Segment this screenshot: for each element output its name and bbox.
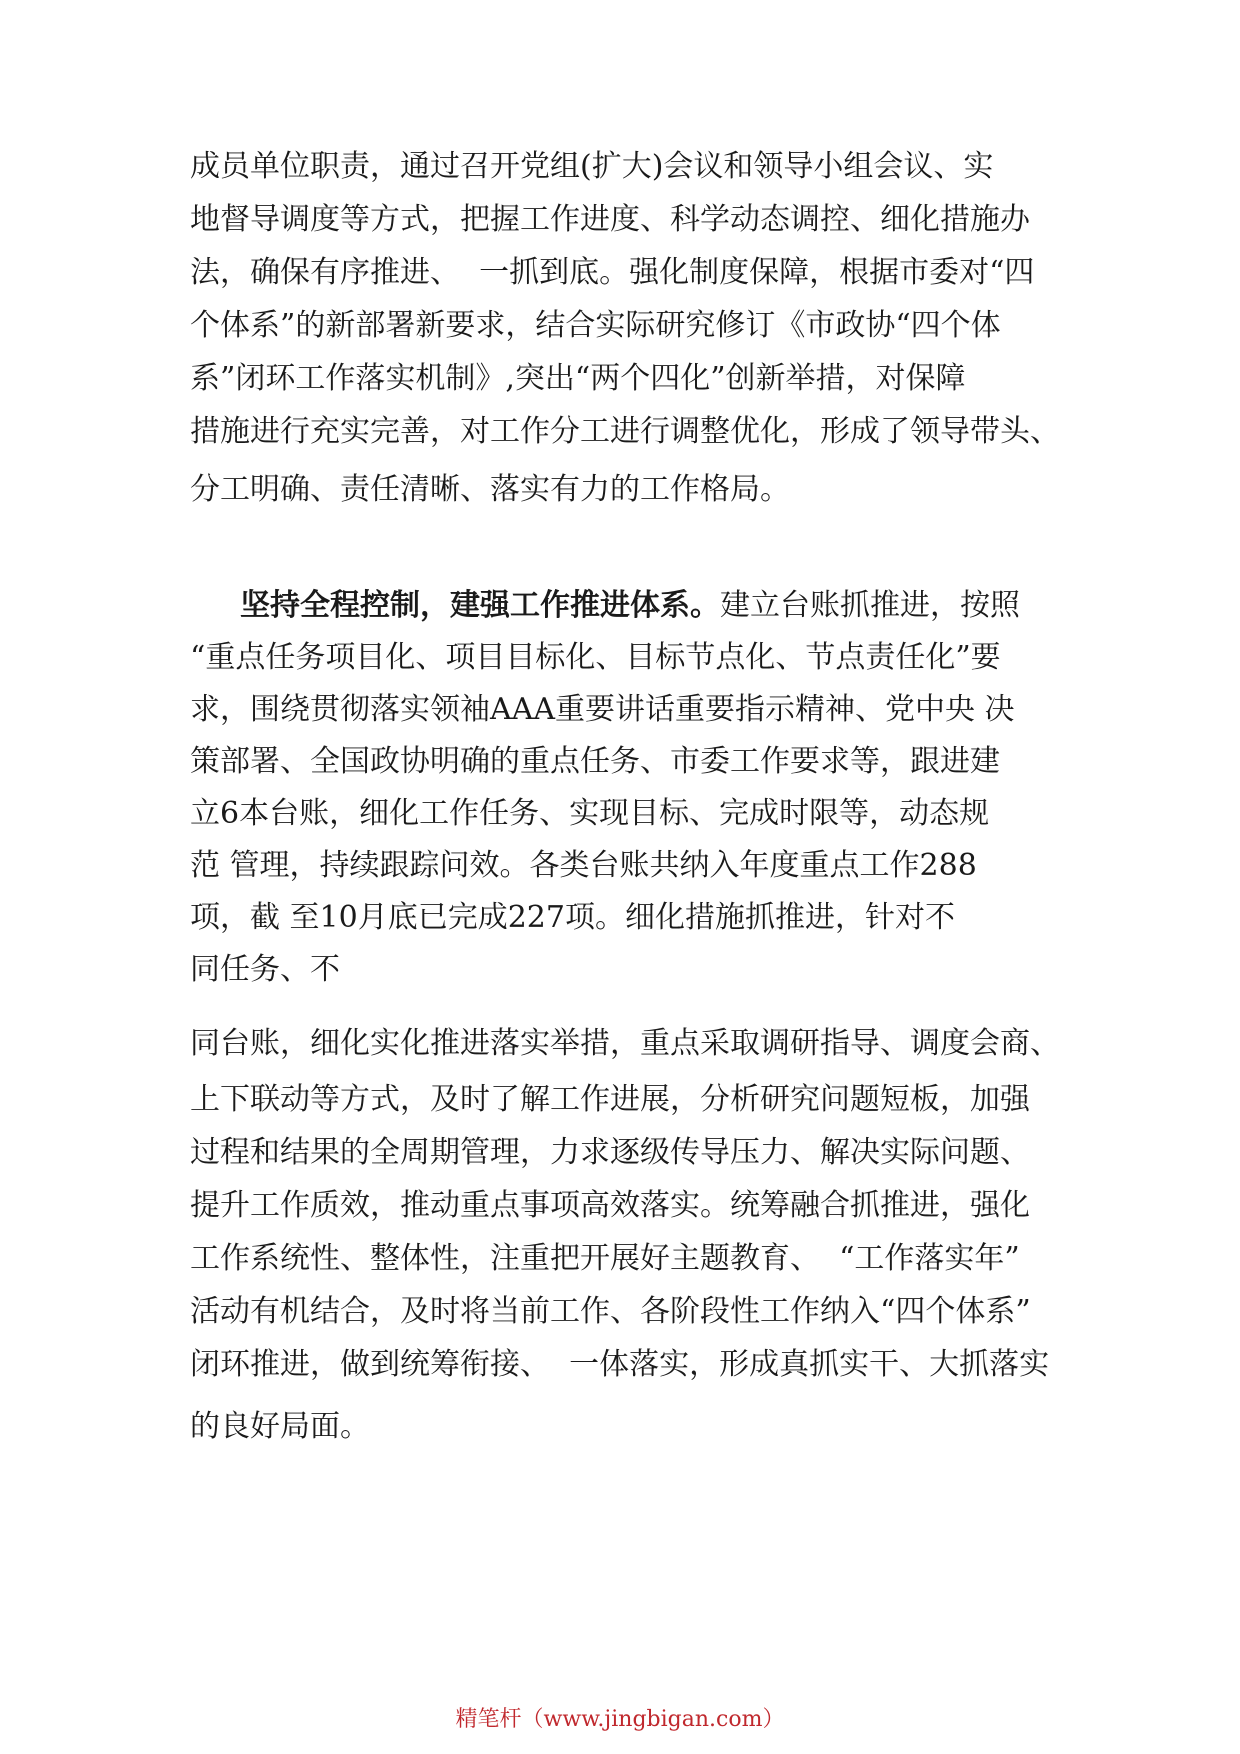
paragraph-1-line: 法，确保有序推进、 一抓到底。强化制度保障，根据市委对“四 — [190, 255, 1035, 290]
paragraph-2-first-line-rest: 建立台账抓推进，按照 — [720, 588, 1020, 623]
paragraph-2-line: 同任务、不 — [190, 952, 340, 987]
paragraph-2-line: 立6本台账，细化工作任务、实现目标、完成时限等，动态规 — [190, 796, 990, 831]
paragraph-1-line: 成员单位职责，通过召开党组(扩大)会议和领导小组会议、实 — [190, 149, 994, 184]
paragraph-3-line: 上下联动等方式，及时了解工作进展，分析研究问题短板，加强 — [190, 1082, 1030, 1117]
paragraph-3-line: 提升工作质效，推动重点事项高效落实。统筹融合抓推进，强化 — [190, 1188, 1030, 1223]
paragraph-1-line: 分工明确、责任清晰、落实有力的工作格局。 — [190, 472, 790, 507]
paragraph-2-first-line — [240, 588, 1020, 623]
paragraph-2-heading: 坚持全程控制，建强工作推进体系。 — [240, 588, 720, 623]
paragraph-3-line: 活动有机结合，及时将当前工作、各阶段性工作纳入“四个体系” — [190, 1294, 1031, 1329]
paragraph-3-line: 同台账，细化实化推进落实举措，重点采取调研指导、调度会商、 — [190, 1026, 1060, 1061]
paragraph-1-line: 地督导调度等方式，把握工作进度、科学动态调控、细化措施办 — [190, 202, 1030, 237]
paragraph-1-line: 系”闭环工作落实机制》,突出“两个四化”创新举措，对保障 — [190, 361, 966, 396]
paragraph-2-line: 范 管理，持续跟踪问效。各类台账共纳入年度重点工作288 — [190, 848, 977, 883]
paragraph-3-line: 的良好局面。 — [190, 1409, 370, 1444]
paragraph-2-line: 求，围绕贯彻落实领袖AAA重要讲话重要指示精神、党中央 决 — [190, 692, 1015, 727]
paragraph-1-line: 措施进行充实完善，对工作分工进行调整优化，形成了领导带头、 — [190, 414, 1060, 449]
paragraph-2-line: “重点任务项目化、项目目标化、目标节点化、节点责任化”要 — [190, 640, 1001, 675]
paragraph-2-line: 策部署、全国政协明确的重点任务、市委工作要求等，跟进建 — [190, 744, 1000, 779]
paragraph-3-line: 工作系统性、整体性，注重把开展好主题教育、 “工作落实年” — [190, 1241, 1020, 1276]
paragraph-3-line: 过程和结果的全周期管理，力求逐级传导压力、解决实际问题、 — [190, 1135, 1030, 1170]
paragraph-2-line: 项，截 至10月底已完成227项。细化措施抓推进，针对不 — [190, 900, 955, 935]
paragraph-3-line: 闭环推进，做到统筹衔接、 一体落实，形成真抓实干、大抓落实 — [190, 1347, 1050, 1382]
footer-source: 精笔杆（www.jingbigan.com） — [455, 1707, 785, 1732]
paragraph-1-line: 个体系”的新部署新要求，结合实际研究修订《市政协“四个体 — [190, 308, 1001, 343]
